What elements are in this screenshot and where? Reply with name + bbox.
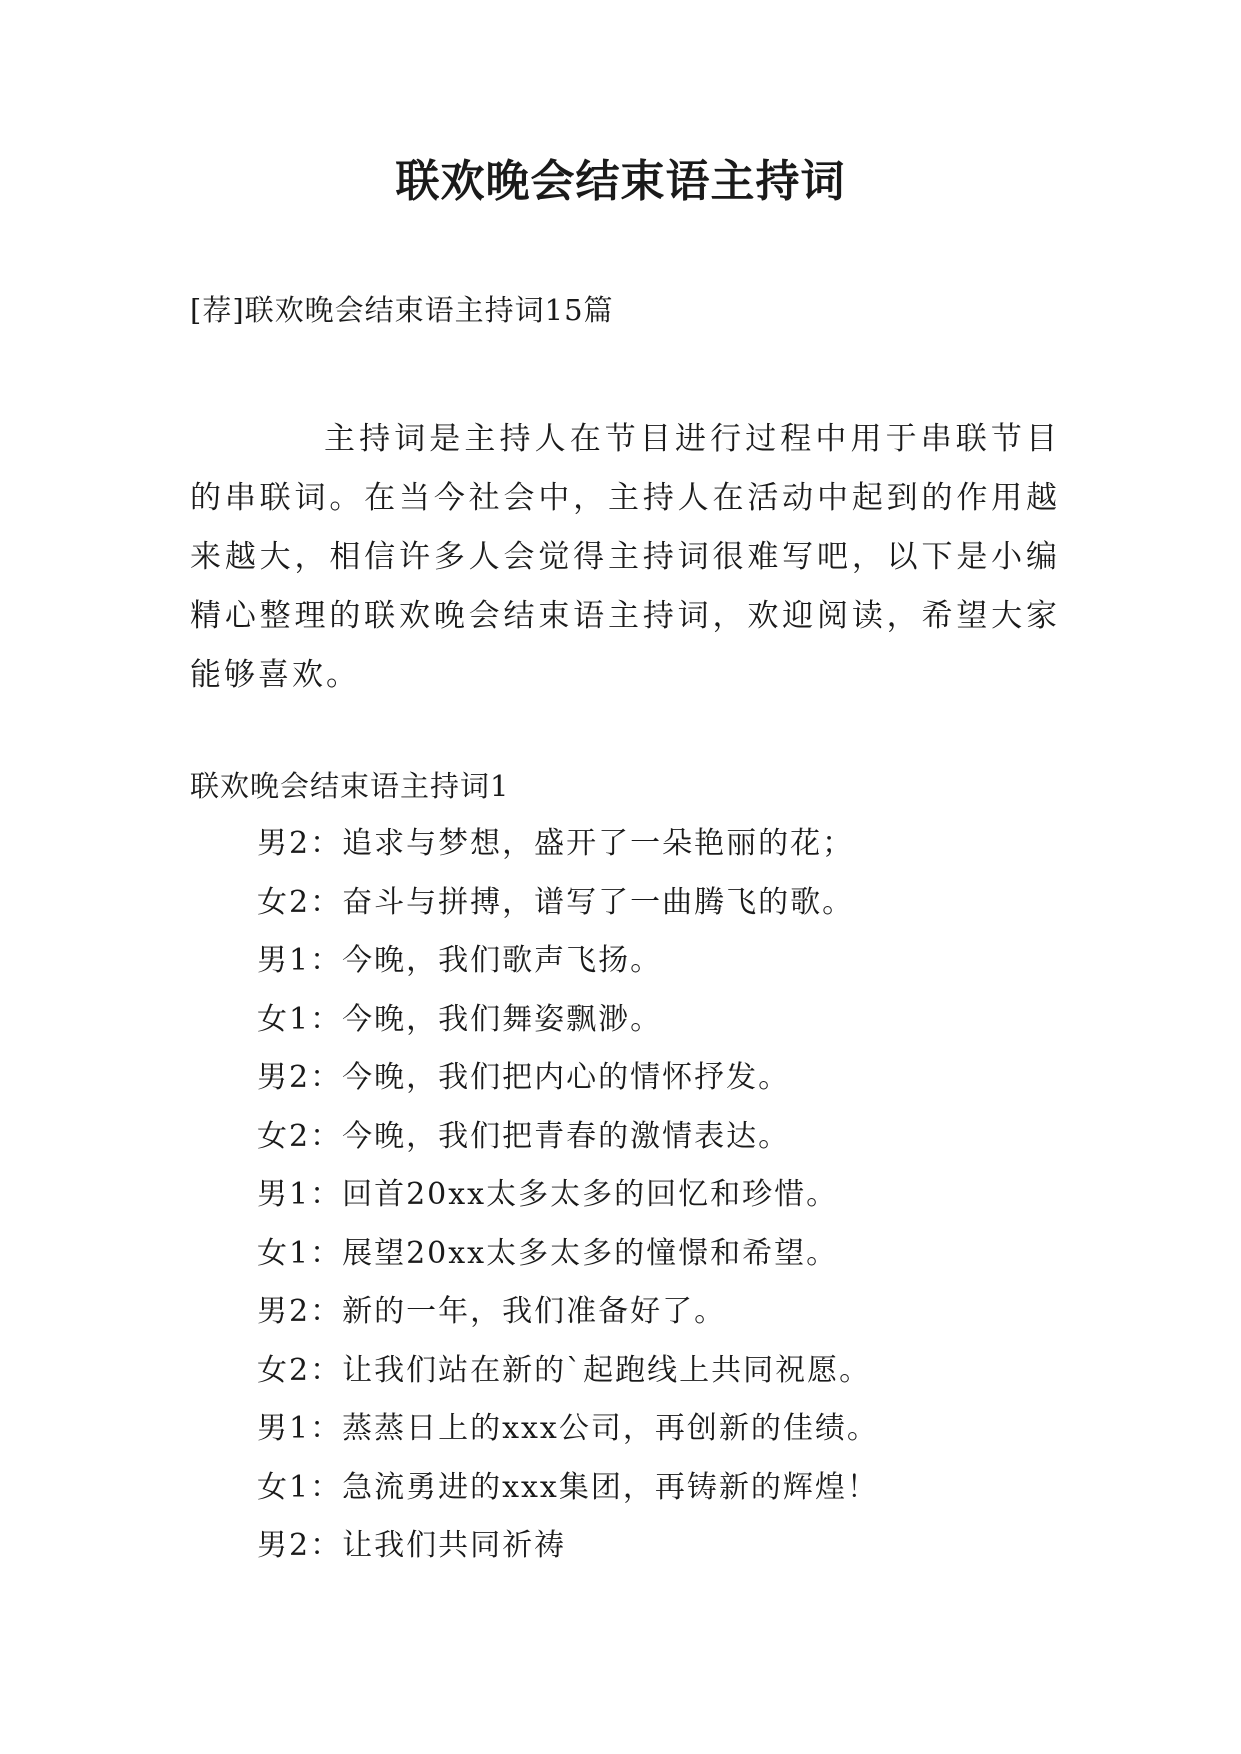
speaker-label: 男2： — [257, 1294, 343, 1329]
speaker-label: 男2： — [257, 1060, 343, 1095]
intro-paragraph: 主持词是主持人在节目进行过程中用于串联节目的串联词。在当今社会中，主持人在活动中起到的作用越来越大，相信许多人会觉得主持词很难写吧，以下是小编精心整理的联欢晚会结束语主持词，欢迎阅读，希望大家能够喜欢。 — [190, 421, 1060, 693]
line-text: 追求与梦想，盛开了一朵艳丽的花； — [342, 826, 855, 861]
dialogue-line — [257, 1166, 879, 1225]
line-text: 今晚，我们把青春的激情表达。 — [342, 1118, 791, 1154]
dialogue-line — [257, 815, 879, 874]
dialogue-line — [257, 991, 879, 1050]
line-text: 急流勇进的xxx集团，再铸新的辉煌！ — [342, 1469, 879, 1505]
line-text: 今晚，我们歌声飞扬。 — [342, 943, 663, 978]
line-text: 奋斗与拼搏，谱写了一曲腾飞的歌。 — [342, 884, 855, 920]
document-title: 联欢晚会结束语主持词 — [395, 156, 846, 207]
line-text: 回首20xx太多太多的回忆和珍惜。 — [342, 1177, 839, 1212]
dialogue-line — [257, 1283, 879, 1342]
speaker-label: 女2： — [257, 884, 343, 920]
speaker-label: 女1： — [257, 1469, 343, 1505]
dialogue-line — [257, 932, 879, 991]
dialogue-line — [257, 1400, 879, 1459]
line-text: 让我们共同祈祷 — [342, 1528, 567, 1563]
speaker-label: 男2： — [257, 826, 343, 861]
speaker-label: 男1： — [257, 1411, 343, 1446]
speaker-label: 男1： — [257, 943, 343, 978]
line-text: 新的一年，我们准备好了。 — [342, 1294, 727, 1329]
line-text: 蒸蒸日上的xxx公司，再创新的佳绩。 — [342, 1411, 879, 1446]
speaker-label: 男2： — [257, 1528, 343, 1563]
dialogue-line — [257, 1517, 879, 1576]
speaker-label: 女1： — [257, 1001, 343, 1037]
dialogue-line — [257, 874, 879, 933]
line-text: 展望20xx太多太多的憧憬和希望。 — [342, 1235, 839, 1271]
speaker-label: 女2： — [257, 1352, 343, 1388]
speaker-label: 女2： — [257, 1118, 343, 1154]
dialogue-list — [257, 815, 879, 1576]
line-text: 让我们站在新的`起跑线上共同祝愿。 — [342, 1352, 872, 1388]
line-text: 今晚，我们舞姿飘渺。 — [342, 1001, 663, 1037]
section-title: 联欢晚会结束语主持词1 — [190, 769, 510, 803]
speaker-label: 男1： — [257, 1177, 343, 1212]
line-text: 今晚，我们把内心的情怀抒发。 — [342, 1060, 791, 1095]
document-subtitle: [荐]联欢晚会结束语主持词15篇 — [190, 293, 614, 327]
speaker-label: 女1： — [257, 1235, 343, 1271]
dialogue-line — [257, 1049, 879, 1108]
dialogue-line — [257, 1108, 879, 1167]
dialogue-line — [257, 1342, 879, 1401]
dialogue-line — [257, 1225, 879, 1284]
dialogue-line — [257, 1459, 879, 1518]
